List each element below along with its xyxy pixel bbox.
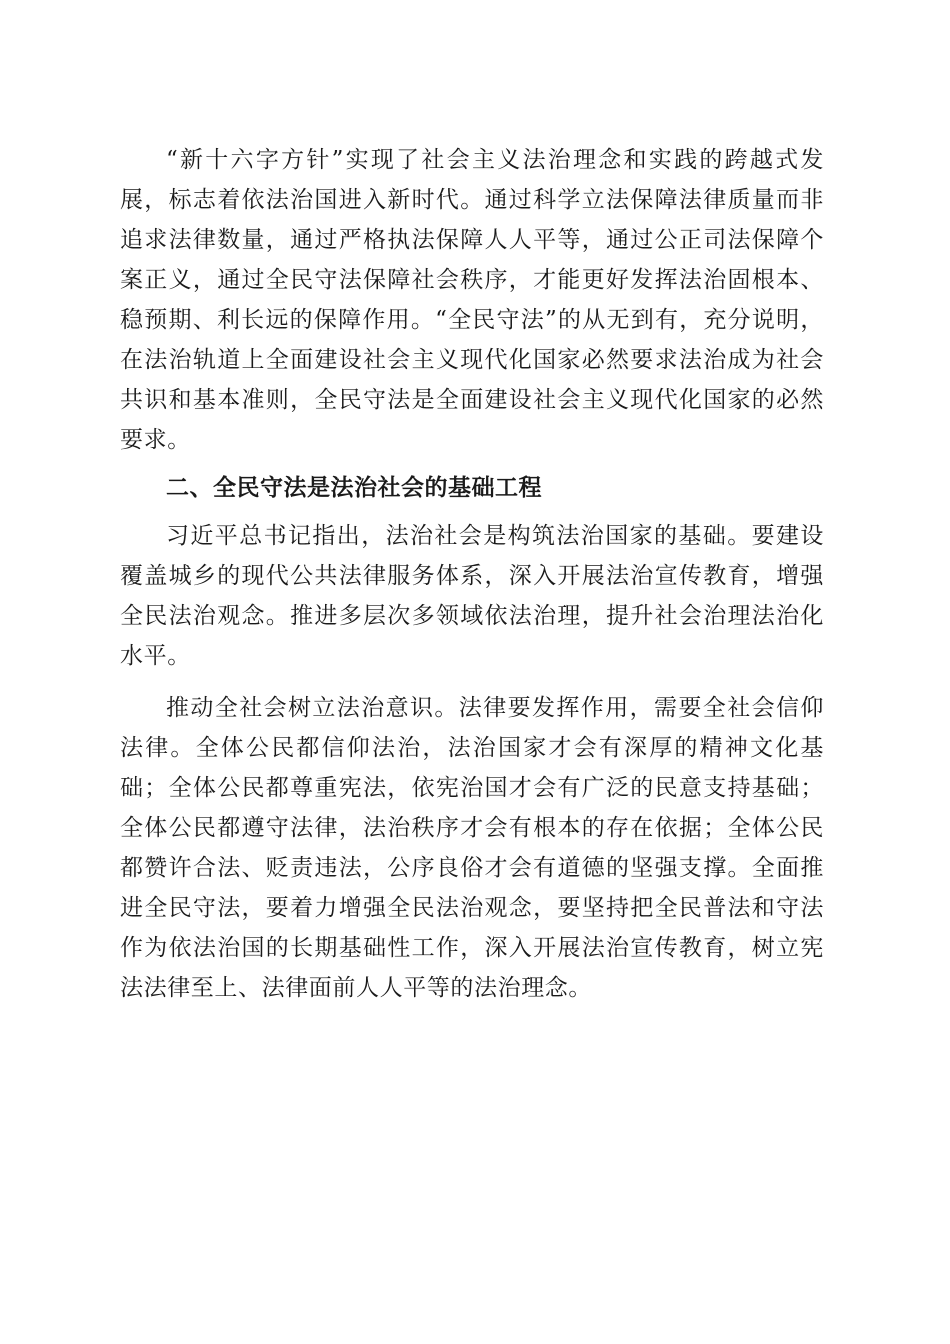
paragraph-rule-of-law-society: 习近平总书记指出，法治社会是构筑法治国家的基础。要建设覆盖城乡的现代公共法律服务体系，深入开展法治宣传教育，增强全民法治观念。推进多层次多领域依法治理，提升社会治理法治化水平。 xyxy=(120,523,824,669)
paragraph-new-sixteen-character-policy: “新十六字方针”实现了社会主义法治理念和实践的跨越式发展，标志着依法治国进入新时代。通过科学立法保障法律质量而非追求法律数量，通过严格执法保障人人平等，通过公正司法保障个案正义，通过全民守法保障社会秩序，才能更好发挥法治固根本、稳预期、利长远的保障作用。“全民守法”的从无到有，充分说明，在法治轨道上全面建设社会主义现代化国家必然要求法治成为社会共识和基本准则，全民守法是全面建设社会主义现代化国家的必然要求。 xyxy=(120,147,824,453)
paragraph-legal-awareness: 推动全社会树立法治意识。法律要发挥作用，需要全社会信仰法律。全体公民都信仰法治，法治国家才会有深厚的精神文化基础；全体公民都尊重宪法，依宪治国才会有广泛的民意支持基础；全体公民都遵守法律，法治秩序才会有根本的存在依据；全体公民都赞许合法、贬责违法，公序良俗才会有道德的坚强支撑。全面推进全民守法，要着力增强全民法治观念，要坚持把全民普法和守法作为依法治国的长期基础性工作，深入开展法治宣传教育，树立宪法法律至上、法律面前人人平等的法治理念。 xyxy=(120,695,824,1001)
paragraph-gap xyxy=(120,676,824,688)
document-page xyxy=(120,140,824,1008)
section-heading-2: 二、全民守法是法治社会的基础工程 xyxy=(166,475,542,501)
